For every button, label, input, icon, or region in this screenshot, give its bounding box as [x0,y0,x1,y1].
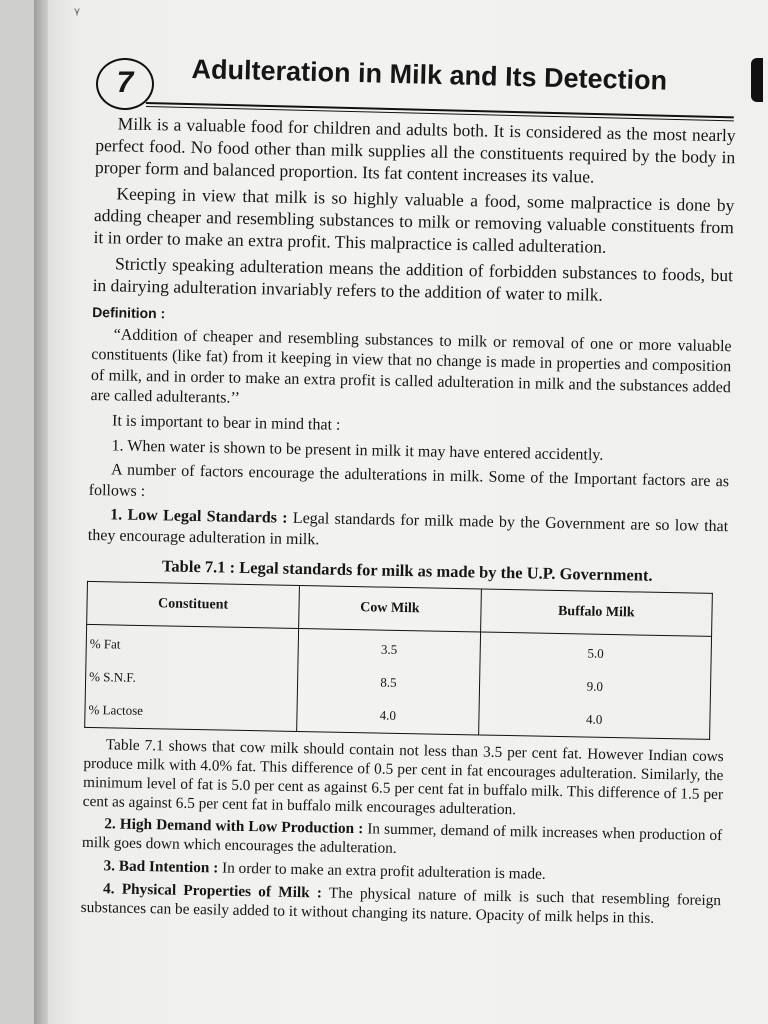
table-cell: 4.0 [478,702,710,740]
factor-4-text: The physical nature of milk is such that resembling foreign substances can be easily added to it without changing its nature. Opacity of milk helps in this. [80,884,722,927]
table-cell: % Lactose [85,694,298,732]
intro-paragraph-2: Keeping in view that milk is so highly valuable a food, some malpractice is done by adding cheaper and resembling substances to milk or removing valuable constituents from it in order to make an extra profit. This malpractice is called adulteration. [93,183,735,257]
factor-2-text: In summer, demand of milk increases when production of milk goes down which encourages the adulteration. [81,820,723,858]
table-discussion: Table 7.1 shows that cow milk should contain not less than 3.5 per cent fat. However Indian cows produce milk with 4.0% fat. This difference of 0.5 per cent in fat encourages adulteration. Similarly, the minimum level of fat is 5.0 per cent as against 6.5 per cent fat in buffalo milk. This difference of 1.5 per cent as against 6.5 per cent fat in buffalo milk encourages adulteration. [82,736,724,818]
table-cell: % Fat [86,625,299,666]
factors-intro: A number of factors encourage the adulterations in milk. Some of the Important factors are as follows : [88,461,730,500]
definition-heading: Definition : [92,303,166,322]
factor-2-label: 2. High Demand with Low Production : [104,815,364,838]
book-page [34,0,768,1024]
factor-3-label: 3. Bad Intention : [103,857,219,877]
after-table-section [81,736,724,929]
factor-1 [88,505,729,558]
definition-text: “Addition of cheaper and resembling substances to milk or removal of one or more valuable constituents (like fat) from it keeping in view that no change is made in properties and composition of milk, and in order to make an extra profit is called adulteration in milk and the substances added are called adulterants.’’ [90,325,732,408]
table-header-cow-milk: Cow Milk [299,586,481,632]
factor-1-text: Legal standards for milk made by the Government are so low that they encourage adulteration in milk. [87,510,729,549]
page-edge-tab [751,58,763,102]
chapter-number: 7 [96,58,154,110]
table-header-buffalo-milk: Buffalo Milk [480,589,712,636]
table-cell: 5.0 [480,632,712,673]
factor-3-text: In order to make an extra profit adulteration is made. [218,859,546,883]
table-cell: 8.5 [297,665,479,701]
legal-standards-table [84,581,713,740]
table-cell: 3.5 [298,629,480,669]
factor-2 [82,815,723,865]
chapter-body [80,112,735,933]
corner-mark-icon: ᵞ [74,4,80,23]
factor-4-label: 4. Physical Properties of Milk : [102,879,323,902]
table-cell: % S.N.F. [85,661,298,698]
chapter-title: Adulteration in Milk and Its Detection [191,54,668,96]
factor-4 [81,880,722,930]
factor-1-label: 1. Low Legal Standards : [110,506,288,528]
intro-paragraph-1: Milk is a valuable food for children and adults both. It is considered as the most nearly perfect food. No food other than milk supplies all the constituents required by the body in proper form and balanced proportion. Its fat content increases its value. [94,113,736,187]
table-cell: 4.0 [297,698,479,735]
table-header-constituent: Constituent [87,582,300,629]
point-1: 1. When water is shown to be present in milk it may have entered accidently. [111,436,604,464]
table-cell: 9.0 [479,669,711,706]
table-caption: Table 7.1 : Legal standards for milk as made by the U.P. Government. [161,555,653,585]
intro-paragraph-3: Strictly speaking adulteration means the addition of forbidden substances to foods, but in dairying adulteration invariably refers to the addition of water to milk. [92,253,734,305]
page-binding [34,0,48,1024]
bear-in-mind: It is important to bear in mind that : [111,412,341,434]
